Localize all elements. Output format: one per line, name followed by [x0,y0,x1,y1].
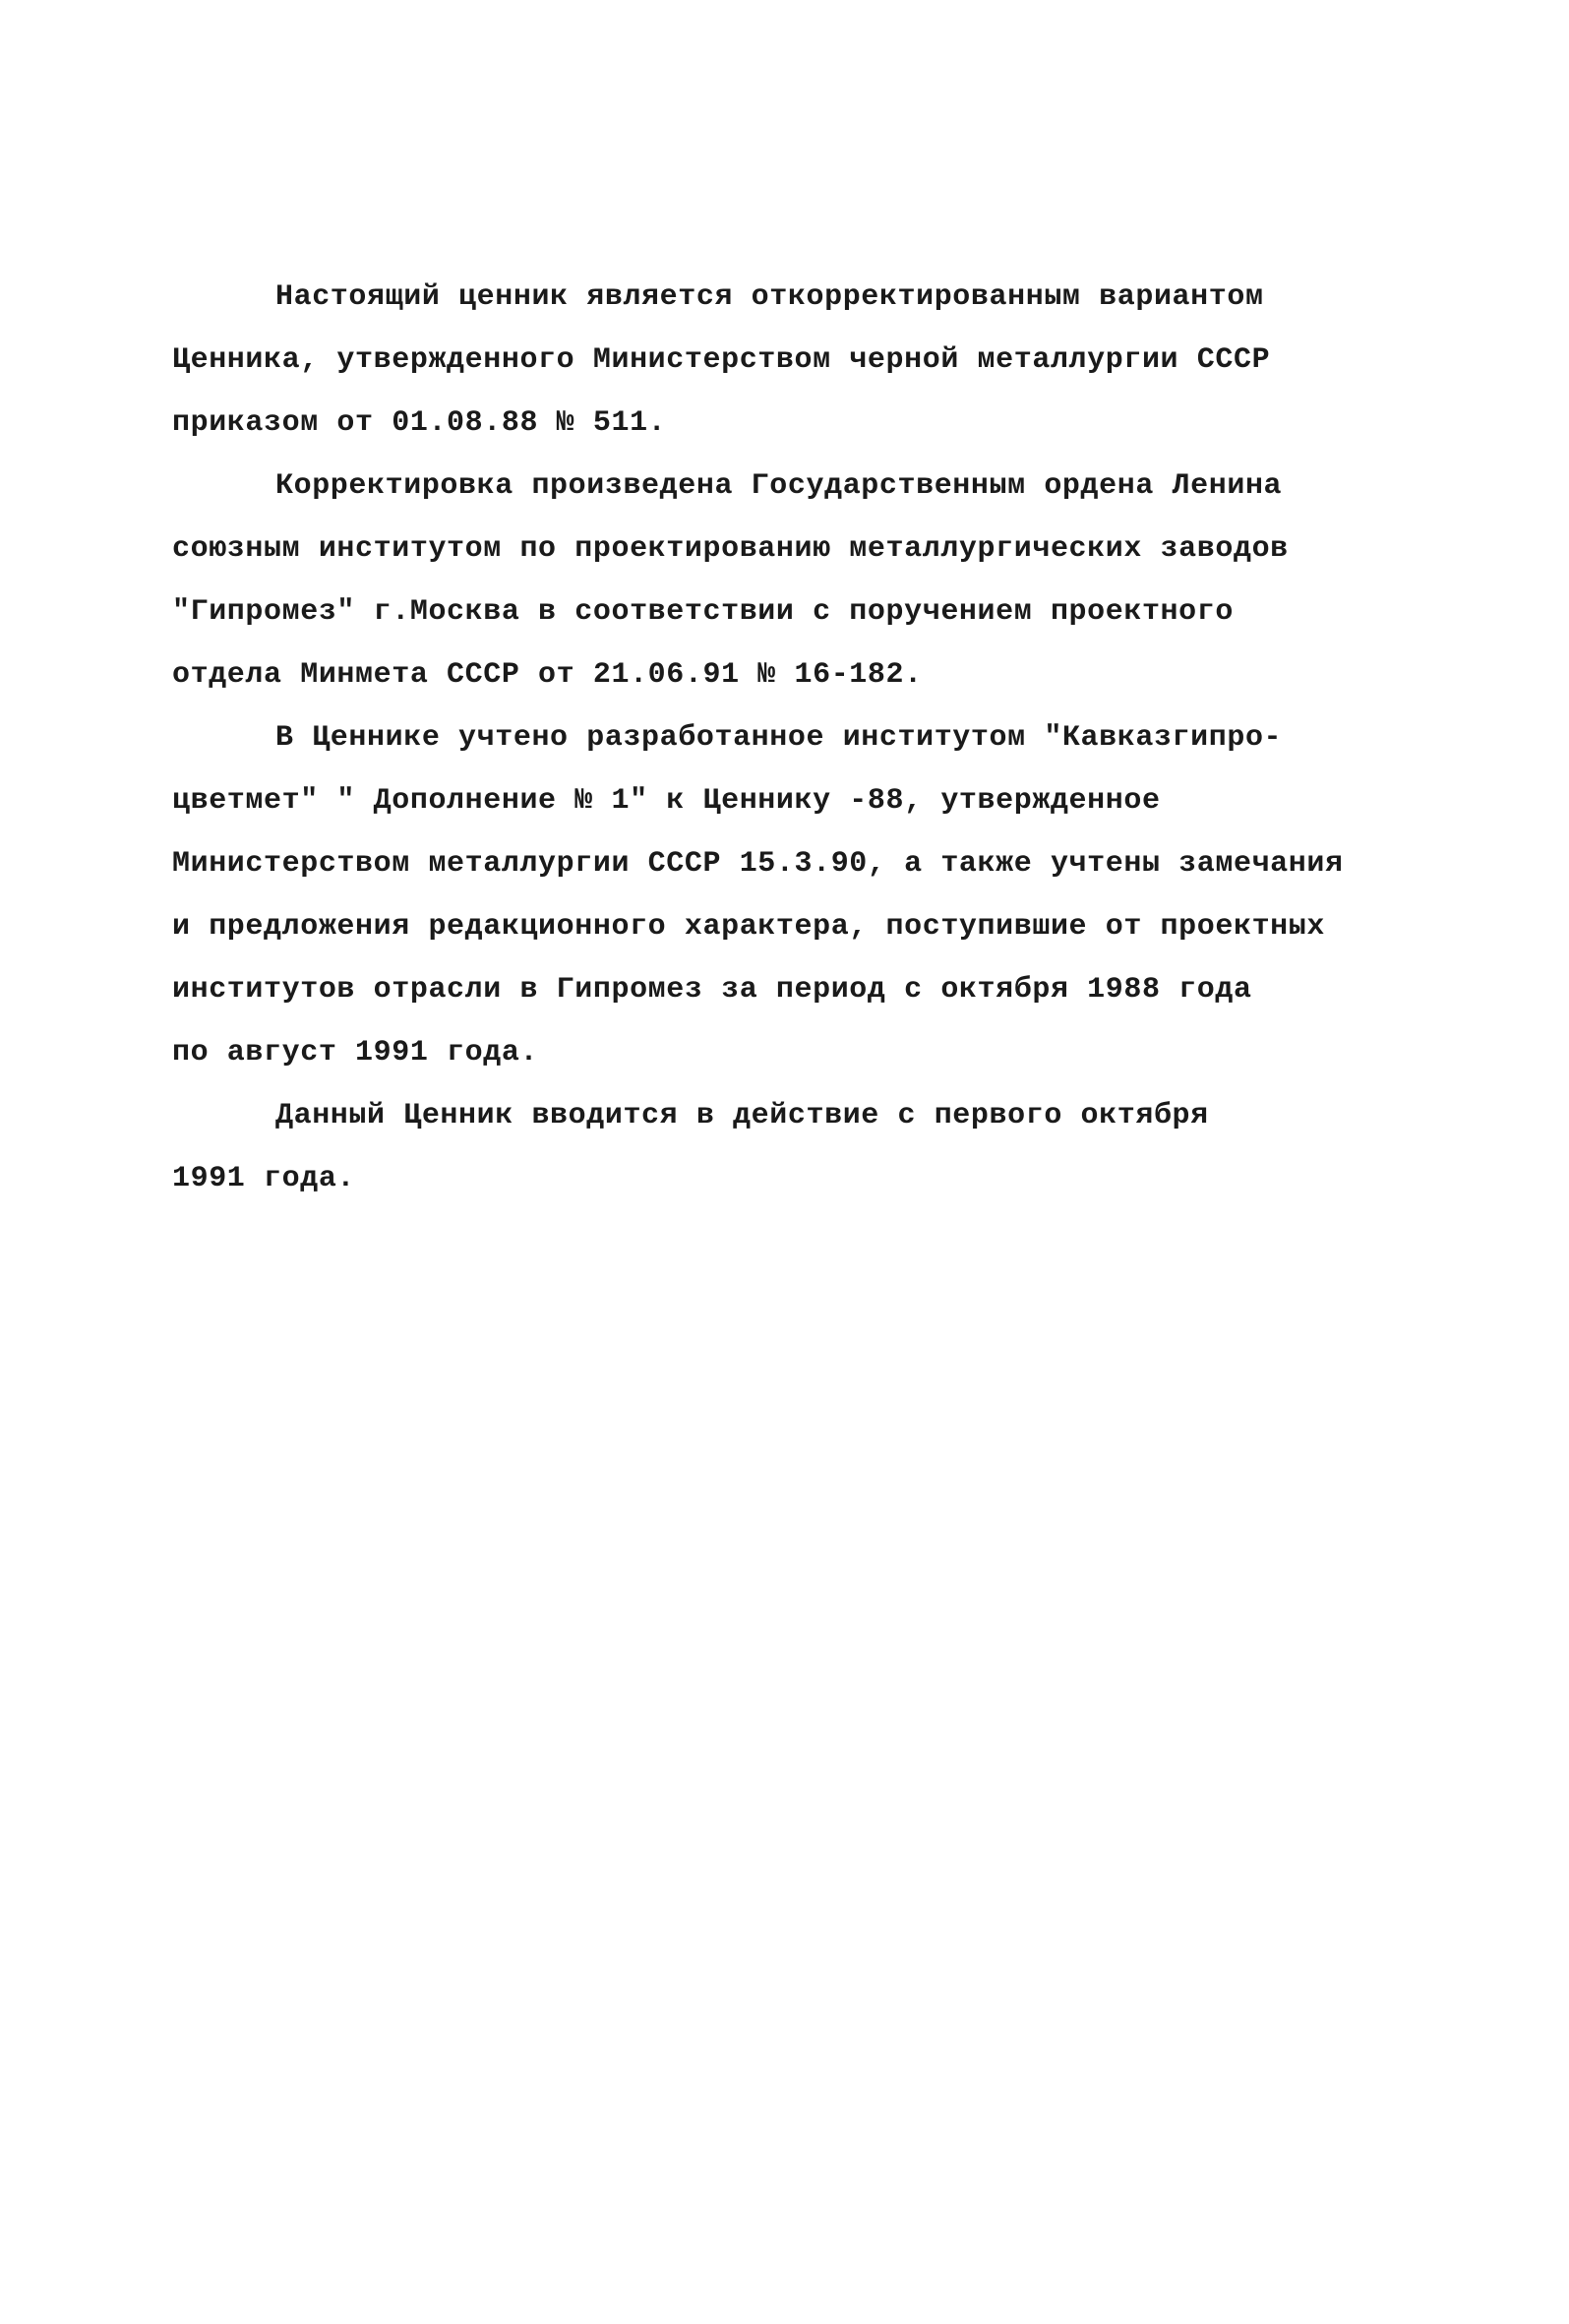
paragraph-3-line-4: и предложения редакционного характера, поступившие от проектных [172,910,1325,944]
paragraph-3-line-2: цветмет" " Дополнение № 1" к Ценнику -88, утвержденное [172,784,1161,818]
paragraph-3-line-1: В Ценнике учтено разработанное институтом "Кавказгипро- [275,721,1283,755]
paragraph-2-line-2: союзным институтом по проектированию металлургических заводов [172,532,1289,566]
paragraph-1-line-2: Ценника, утвержденного Министерством черной металлургии СССР [172,343,1271,377]
document-body [172,266,1451,1210]
paragraph-3-line-6: по август 1991 года. [172,1036,539,1070]
paragraph-1-line-1: Настоящий ценник является откорректированным вариантом [275,280,1264,314]
paragraph-3-line-3: Министерством металлургии СССР 15.3.90, а также учтены замечания [172,847,1344,881]
paragraph-1-line-3: приказом от 01.08.88 № 511. [172,406,667,440]
paragraph-2-line-4: отдела Минмета СССР от 21.06.91 № 16-182. [172,658,923,692]
paragraph-3-line-5: институтов отрасли в Гипромез за период с октября 1988 года [172,973,1252,1007]
paragraph-2-line-1: Корректировка произведена Государственным ордена Ленина [275,469,1283,503]
paragraph-4-line-2: 1991 года. [172,1162,356,1195]
paragraph-2-line-3: "Гипромез" г.Москва в соответствии с поручением проектного [172,595,1234,629]
paragraph-4-line-1: Данный Ценник вводится в действие с первого октября [275,1099,1209,1132]
